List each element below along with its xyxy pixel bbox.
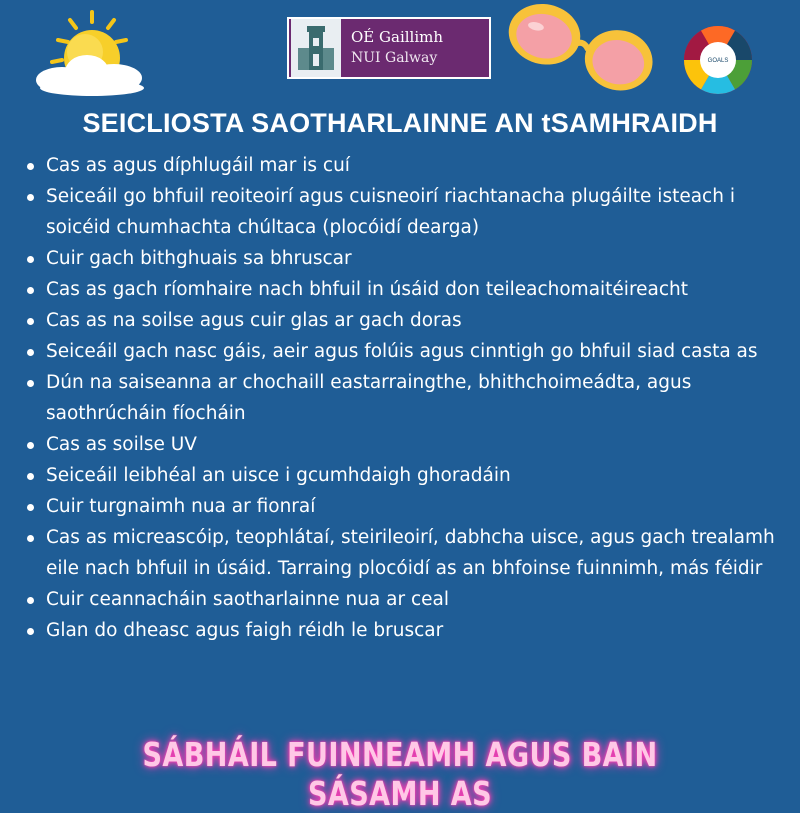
list-item: Seiceáil gach nasc gáis, aeir agus folúis agus cinntigh go bhfuil siad casta as <box>22 336 782 367</box>
university-logo <box>287 17 491 79</box>
sun-behind-cloud-icon <box>22 8 152 98</box>
logo-line-irish: OÉ Gaillimh <box>351 28 444 46</box>
list-item: Dún na saiseanna ar chochaill eastarraingthe, bhithchoimeádta, agus saothrúcháin fíocháin <box>22 367 782 429</box>
list-item: Cuir gach bithghuais sa bhruscar <box>22 243 782 274</box>
sunglasses-icon <box>500 0 660 100</box>
checklist <box>22 150 782 646</box>
list-item: Seiceáil go bhfuil reoiteoirí agus cuisneoirí riachtanacha plugáilte isteach i soicéid chumhachta chúltaca (plocóidí dearga) <box>22 181 782 243</box>
logo-line-english: NUI Galway <box>351 50 438 66</box>
list-item: Seiceáil leibhéal an uisce i gcumhdaigh ghoradáin <box>22 460 782 491</box>
list-item: Cas as gach ríomhaire nach bhfuil in úsáid don teileachomaitéireacht <box>22 274 782 305</box>
list-item: Glan do dheasc agus faigh réidh le bruscar <box>22 615 782 646</box>
sustainable-development-goals-wheel-icon <box>680 22 756 98</box>
footer-slogan: SÁBHÁIL FUINNEAMH AGUS BAIN SÁSAMH AS <box>142 735 658 813</box>
list-item: Cuir ceannacháin saotharlainne nua ar ceal <box>22 584 782 615</box>
list-item: Cas as agus díphlugáil mar is cuí <box>22 150 782 181</box>
page-title: SEICLIOSTA SAOTHARLAINNE AN tSAMHRAIDH <box>82 108 718 138</box>
list-item: Cas as na soilse agus cuir glas ar gach doras <box>22 305 782 336</box>
svg-text:GOALS: GOALS <box>707 58 729 64</box>
list-item: Cas as soilse UV <box>22 429 782 460</box>
quadrangle-tower-icon <box>291 19 341 77</box>
list-item: Cas as micreascóip, teophlátaí, steirileoirí, dabhcha uisce, agus gach trealamh eile nach bhfuil in úsáid. Tarraing plocóidí as an bhfoinse fuinnimh, más féidir <box>22 522 782 584</box>
list-item: Cuir turgnaimh nua ar fionraí <box>22 491 782 522</box>
header <box>0 0 800 105</box>
